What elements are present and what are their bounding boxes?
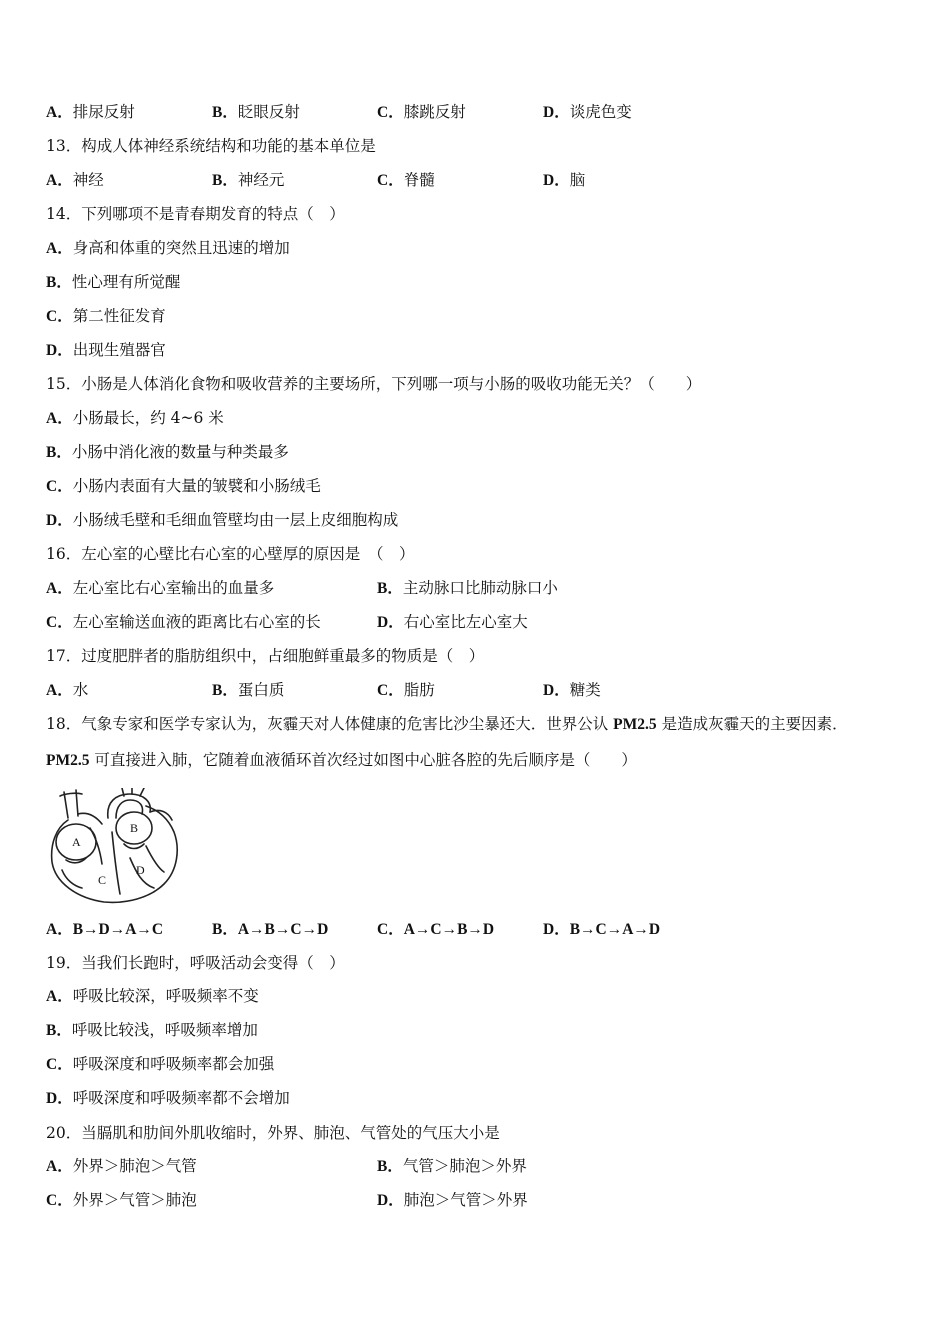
q14-option-a[interactable]: A．身高和体重的突然且迅速的增加: [46, 239, 290, 257]
q20-option-b[interactable]: B．气管＞肺泡＞外界: [377, 1157, 527, 1175]
q20-option-a[interactable]: A．外界＞肺泡＞气管: [46, 1157, 197, 1175]
q13-option-c[interactable]: C．脊髓: [377, 171, 435, 189]
q16-option-a[interactable]: A．左心室比右心室输出的血量多: [46, 579, 275, 597]
q12-option-c[interactable]: C．膝跳反射: [377, 103, 466, 121]
q16-option-b[interactable]: B．主动脉口比肺动脉口小: [377, 579, 558, 597]
q16-stem: 16．左心室的心壁比右心室的心壁厚的原因是 （ ）: [46, 545, 415, 563]
q12-option-d[interactable]: D．谈虎色变: [543, 103, 632, 121]
q17-option-a[interactable]: A．水: [46, 681, 89, 699]
q19-option-b[interactable]: B．呼吸比较浅，呼吸频率增加: [46, 1021, 258, 1039]
q17-stem: 17．过度肥胖者的脂肪组织中，占细胞鲜重最多的物质是（ ）: [46, 647, 485, 665]
heart-label-c: C: [98, 873, 107, 887]
q14-option-d[interactable]: D．出现生殖器官: [46, 341, 166, 359]
q20-stem: 20．当膈肌和肋间外肌收缩时，外界、肺泡、气管处的气压大小是: [46, 1124, 500, 1142]
q12-option-a[interactable]: A．排尿反射: [46, 103, 135, 121]
q16-option-c[interactable]: C．左心室输送血液的距离比右心室的长: [46, 613, 321, 631]
q15-option-a[interactable]: A．小肠最长，约 4~6 米: [46, 409, 224, 427]
heart-label-a: A: [72, 835, 81, 849]
q18-option-d[interactable]: D．B→C→A→D: [543, 921, 661, 938]
heart-label-b: B: [130, 821, 139, 835]
q13-stem: 13．构成人体神经系统结构和功能的基本单位是: [46, 137, 376, 155]
q19-option-c[interactable]: C．呼吸深度和呼吸频率都会加强: [46, 1055, 275, 1073]
q12-option-b[interactable]: B．眨眼反射: [212, 103, 300, 121]
q18-stem-line1: 18．气象专家和医学专家认为，灰霾天对人体健康的危害比沙尘暴还大．世界公认 PM2.5 是造成灰霾天的主要因素．: [46, 715, 848, 733]
q13-option-d[interactable]: D．脑: [543, 171, 586, 189]
q19-stem: 19．当我们长跑时，呼吸活动会变得（ ）: [46, 954, 345, 972]
q16-option-d[interactable]: D．右心室比左心室大: [377, 613, 528, 631]
q14-option-c[interactable]: C．第二性征发育: [46, 307, 166, 325]
q15-option-d[interactable]: D．小肠绒毛壁和毛细血管壁均由一层上皮细胞构成: [46, 511, 399, 529]
q15-stem: 15．小肠是人体消化食物和吸收营养的主要场所，下列哪一项与小肠的吸收功能无关？（ ）: [46, 375, 702, 393]
q17-option-d[interactable]: D．糖类: [543, 681, 601, 699]
heart-label-d: D: [136, 863, 145, 877]
q17-option-b[interactable]: B．蛋白质: [212, 681, 285, 699]
q19-option-a[interactable]: A．呼吸比较深，呼吸频率不变: [46, 987, 259, 1005]
q14-stem: 14．下列哪项不是青春期发育的特点（ ）: [46, 205, 345, 223]
heart-diagram: [46, 788, 182, 906]
q20-option-d[interactable]: D．肺泡＞气管＞外界: [377, 1191, 528, 1209]
q15-option-b[interactable]: B．小肠中消化液的数量与种类最多: [46, 443, 289, 461]
q18-option-b[interactable]: B．A→B→C→D: [212, 921, 329, 938]
q20-option-c[interactable]: C．外界＞气管＞肺泡: [46, 1191, 197, 1209]
q17-option-c[interactable]: C．脂肪: [377, 681, 435, 699]
q18-option-a[interactable]: A．B→D→A→C: [46, 921, 164, 938]
q18-option-c[interactable]: C．A→C→B→D: [377, 921, 495, 938]
q19-option-d[interactable]: D．呼吸深度和呼吸频率都不会增加: [46, 1089, 290, 1107]
q14-option-b[interactable]: B．性心理有所觉醒: [46, 273, 181, 291]
q13-option-a[interactable]: A．神经: [46, 171, 104, 189]
q18-stem-line2: PM2.5 可直接进入肺，它随着血液循环首次经过如图中心脏各腔的先后顺序是（ ）: [46, 751, 637, 769]
q13-option-b[interactable]: B．神经元: [212, 171, 285, 189]
q15-option-c[interactable]: C．小肠内表面有大量的皱襞和小肠绒毛: [46, 477, 321, 495]
